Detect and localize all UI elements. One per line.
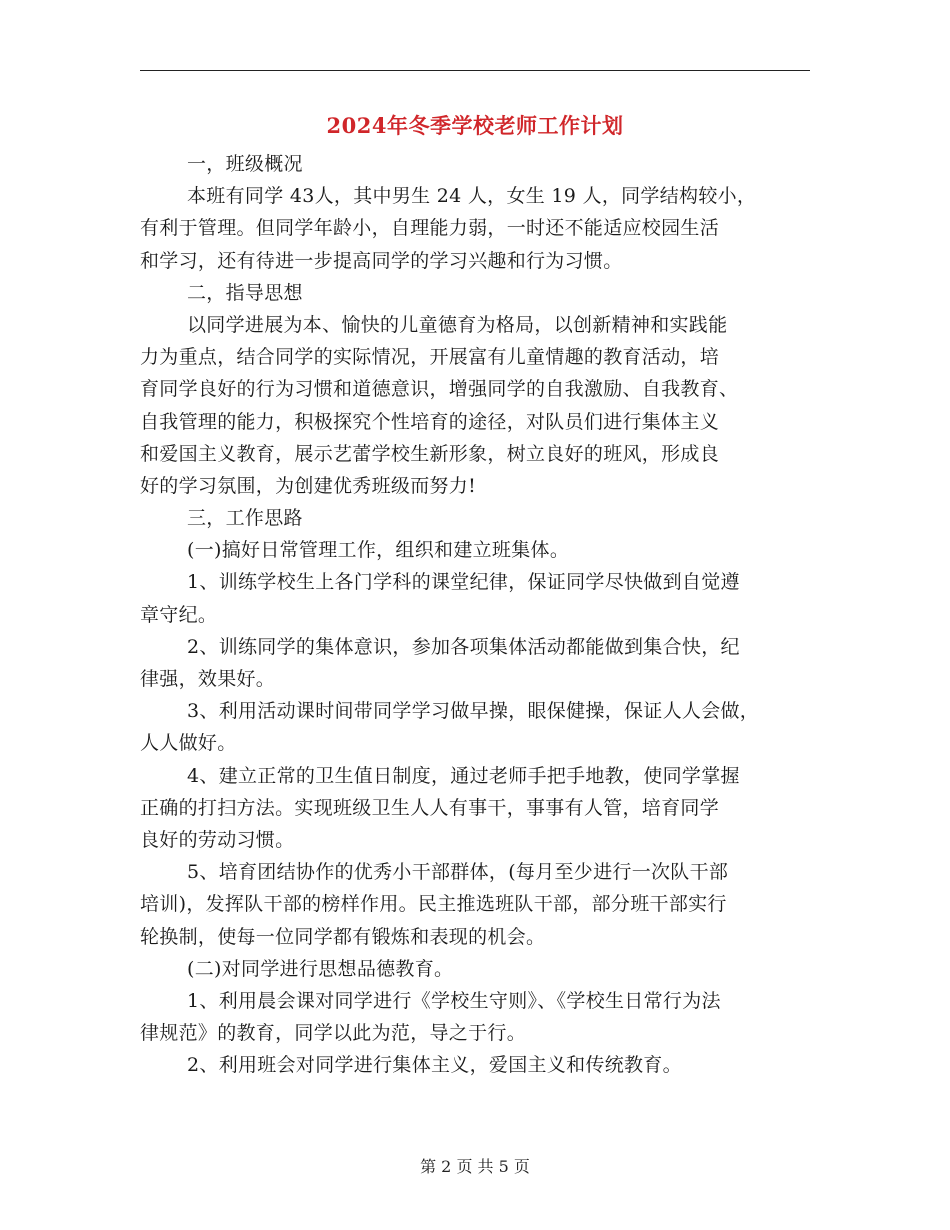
text-line: 5、培育团结协作的优秀小干部群体，(每月至少进行一次队干部	[187, 861, 729, 884]
text-line: 育同学良好的行为习惯和道德意识，增强同学的自我激励、自我教育、	[140, 378, 739, 401]
text-line: 一，班级概况	[187, 153, 303, 175]
text-line: 本班有同学 43人，其中男生 24 人，女生 19 人，同学结构较小，	[187, 185, 757, 208]
text-line: 良好的劳动习惯。	[140, 828, 295, 851]
text-line: 好的学习氛围，为创建优秀班级而努力!	[140, 474, 477, 497]
text-line: 1、训练学校生上各门学科的课堂纪律，保证同学尽快做到自觉遵	[187, 571, 740, 594]
text-line: 自我管理的能力，积极探究个性培育的途径，对队员们进行集体主义	[140, 410, 720, 433]
text-line: 3、利用活动课时间带同学学习做早操，眼保健操，保证人人会做，	[187, 700, 760, 723]
text-line: 三，工作思路	[187, 507, 303, 530]
text-line: (二)对同学进行思想品德教育。	[187, 957, 454, 980]
text-line: 律强，效果好。	[140, 668, 276, 690]
text-line: 有利于管理。但同学年龄小，自理能力弱，一时还不能适应校园生活	[140, 217, 720, 240]
text-line: (一)搞好日常管理工作，组织和建立班集体。	[187, 539, 570, 562]
text-line: 二，指导思想	[187, 281, 303, 304]
text-line: 正确的打扫方法。实现班级卫生人人有事干，事事有人管，培育同学	[140, 796, 720, 819]
text-line: 轮换制，使每一位同学都有锻炼和表现的机会。	[140, 925, 546, 948]
text-line: 人人做好。	[140, 732, 237, 755]
text-line: 2、训练同学的集体意识，参加各项集体活动都能做到集合快，纪	[187, 635, 740, 658]
text-line: 4、建立正常的卫生值日制度，通过老师手把手地教，使同学掌握	[187, 764, 740, 787]
document-body	[140, 148, 830, 1081]
text-line: 1、利用晨会课对同学进行《学校生守则》、《学校生日常行为法	[187, 989, 721, 1012]
document-title: 2024年冬季学校老师工作计划	[326, 113, 624, 138]
header-rule	[140, 70, 810, 71]
text-line: 和爱国主义教育，展示艺蕾学校生新形象，树立良好的班风，形成良	[140, 442, 720, 465]
text-line: 律规范》的教育，同学以此为范，导之于行。	[140, 1022, 527, 1045]
page-footer: 第 2 页 共 5 页	[420, 1157, 530, 1176]
text-line: 章守纪。	[140, 603, 218, 626]
text-line: 力为重点，结合同学的实际情况，开展富有儿童情趣的教育活动，培	[140, 346, 720, 369]
text-line: 培训)，发挥队干部的榜样作用。民主推选班队干部，部分班干部实行	[140, 893, 727, 916]
text-line: 2、利用班会对同学进行集体主义，爱国主义和传统教育。	[187, 1054, 682, 1077]
text-line: 以同学进展为本、愉快的儿童德育为格局，以创新精神和实践能	[187, 313, 728, 336]
text-line: 和学习，还有待进一步提高同学的学习兴趣和行为习惯。	[140, 249, 623, 272]
